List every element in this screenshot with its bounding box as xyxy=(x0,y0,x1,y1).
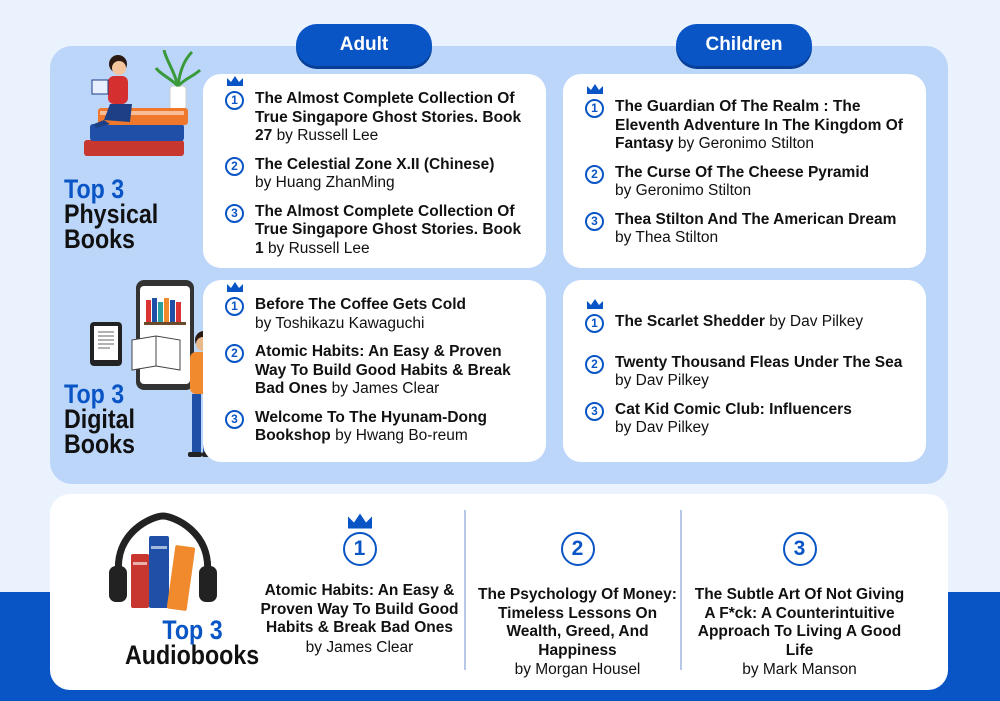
physical-adult-card xyxy=(203,74,546,268)
book-author: by Russell Lee xyxy=(276,127,379,144)
list-item xyxy=(225,296,534,333)
list-item xyxy=(225,90,534,146)
book-author: by Mark Manson xyxy=(742,661,857,678)
rank-badge: 2 xyxy=(225,157,244,176)
physical-title-line2: Books xyxy=(64,224,135,254)
rank-badge: 1 xyxy=(585,99,604,118)
book-author: by Geronimo Stilton xyxy=(615,182,752,199)
list-item xyxy=(585,164,914,201)
rank-badge: 3 xyxy=(225,410,244,429)
list-item xyxy=(585,98,914,154)
book-title: Before The Coffee Gets Cold xyxy=(255,296,466,313)
digital-books-title xyxy=(64,379,135,459)
book-author: by Thea Stilton xyxy=(615,229,719,246)
rank-badge: 1 xyxy=(225,297,244,316)
divider xyxy=(680,510,682,670)
book-title: Twenty Thousand Fleas Under The Sea xyxy=(615,353,903,371)
adult-header xyxy=(296,24,432,66)
children-header-label: Children xyxy=(705,34,783,55)
book-title: Cat Kid Comic Club: Influencers xyxy=(615,400,852,418)
list-item xyxy=(225,203,534,259)
rank-badge: 2 xyxy=(585,355,604,374)
list-item xyxy=(585,401,914,438)
book-title: The Curse Of The Cheese Pyramid xyxy=(615,163,870,181)
rank-badge: 2 xyxy=(561,532,595,566)
audiobook-item-2 xyxy=(470,532,685,679)
physical-title-top: Top 3 xyxy=(64,174,125,204)
book-author: by Dav Pilkey xyxy=(615,372,709,389)
book-title: The Subtle Art Of Not Giving A F*ck: A Counterintuitive Approach To Living A Good Life xyxy=(694,586,905,659)
physical-books-title xyxy=(64,174,159,254)
adult-header-label: Adult xyxy=(339,34,389,55)
book-title: The Psychology Of Money: Timeless Lessons On Wealth, Greed, And Happiness xyxy=(478,586,677,659)
book-author: by Geronimo Stilton xyxy=(677,135,815,152)
book-author: by Russell Lee xyxy=(267,239,370,257)
audio-title-top: Top 3 xyxy=(162,615,223,645)
rank-badge: 1 xyxy=(225,91,244,110)
divider xyxy=(464,510,466,670)
rank-badge: 3 xyxy=(585,402,604,421)
audiobooks-panel xyxy=(50,494,948,690)
crown-icon xyxy=(343,512,377,530)
book-title: Thea Stilton And The American Dream xyxy=(615,210,897,228)
book-title: The Almost Complete Collection Of True Singapore Ghost Stories. Book 1 xyxy=(255,202,522,257)
book-author: by Toshikazu Kawaguchi xyxy=(255,314,425,332)
children-header xyxy=(676,24,812,66)
audiobooks-title xyxy=(125,615,260,670)
physical-title-line1: Physical xyxy=(64,199,159,229)
book-author: by James Clear xyxy=(331,380,440,397)
reading-woman-illustration xyxy=(74,50,206,168)
rank-badge: 2 xyxy=(585,165,604,184)
audiobook-item-3 xyxy=(692,532,907,679)
rank-badge: 3 xyxy=(783,532,817,566)
digital-title-line2: Books xyxy=(64,429,135,459)
rank-badge: 3 xyxy=(585,212,604,231)
digital-adult-card xyxy=(203,280,546,462)
book-author: by Hwang Bo-reum xyxy=(335,427,468,444)
book-author: by Huang ZhanMing xyxy=(255,174,395,191)
rank-badge: 2 xyxy=(225,344,244,363)
digital-children-card xyxy=(563,280,926,462)
book-author: by Morgan Housel xyxy=(514,661,641,678)
book-author: by James Clear xyxy=(305,638,414,656)
book-author: by Dav Pilkey xyxy=(769,313,864,330)
crown-icon xyxy=(586,83,604,95)
book-title: The Guardian Of The Realm : The Eleventh Adventure In The Kingdom Of Fantasy xyxy=(615,98,903,152)
digital-title-line1: Digital xyxy=(64,404,135,434)
book-title: The Scarlet Shedder xyxy=(615,313,765,330)
crown-icon xyxy=(586,298,604,310)
audiobook-item-1 xyxy=(252,512,467,657)
list-item xyxy=(585,313,914,332)
audio-title-line1: Audiobooks xyxy=(125,640,260,670)
list-item xyxy=(225,343,534,399)
book-author: by Dav Pilkey xyxy=(615,419,709,436)
physical-children-card xyxy=(563,74,926,268)
book-title: The Almost Complete Collection Of True Singapore Ghost Stories. Book 27 xyxy=(255,90,522,144)
crown-icon xyxy=(226,75,244,87)
list-item xyxy=(225,156,534,193)
book-title: Atomic Habits: An Easy & Proven Way To Build Good Habits & Break Bad Ones xyxy=(260,582,459,636)
book-title: Welcome To The Hyunam-Dong Bookshop xyxy=(255,408,487,444)
rank-badge: 1 xyxy=(585,314,604,333)
digital-title-top: Top 3 xyxy=(64,379,125,409)
list-item xyxy=(585,211,914,248)
book-title: The Celestial Zone X.II (Chinese) xyxy=(255,155,495,173)
rank-badge: 3 xyxy=(225,204,244,223)
book-title: Atomic Habits: An Easy & Proven Way To Build Good Habits & Break Bad Ones xyxy=(255,343,511,397)
crown-icon xyxy=(226,281,244,293)
headphones-books-illustration xyxy=(105,512,221,612)
list-item xyxy=(225,409,534,446)
list-item xyxy=(585,354,914,391)
rank-badge: 1 xyxy=(343,532,377,566)
